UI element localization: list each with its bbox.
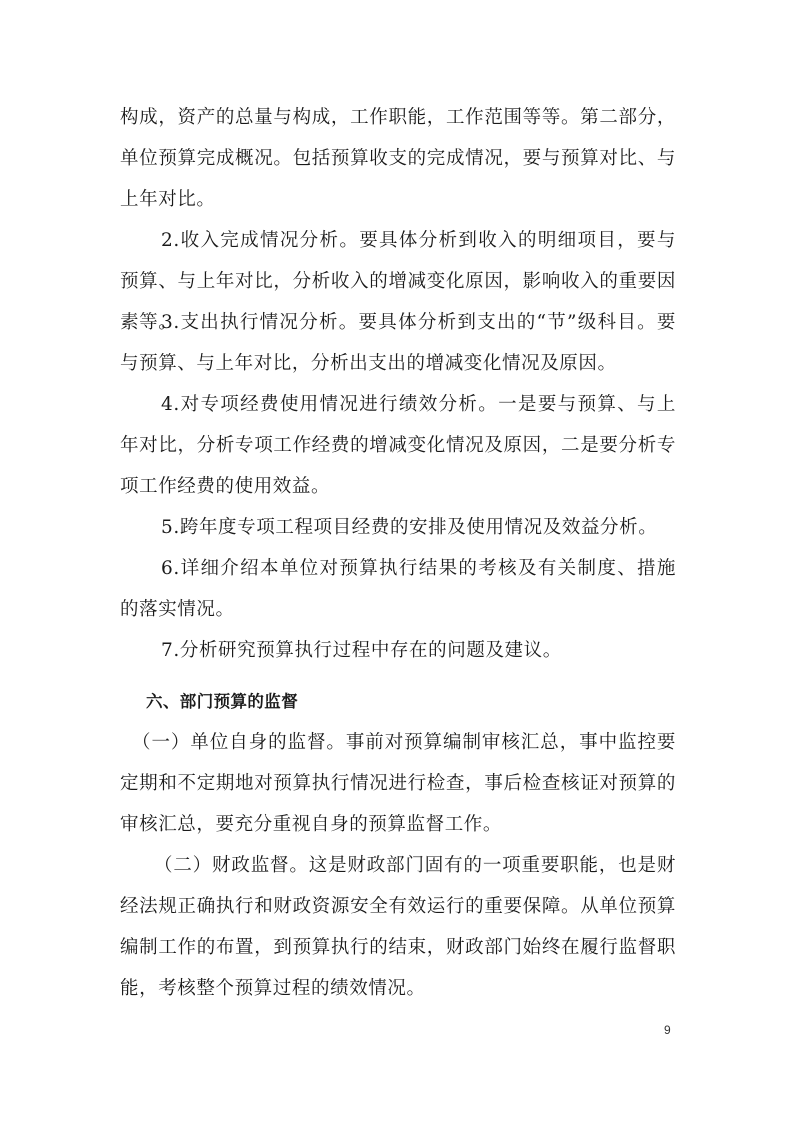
section-heading: 六、部门预算的监督 <box>146 692 299 711</box>
paragraph-expense-analysis: 3.支出执行情况分析。要具体分析到支出的“节”级科目。要与预算、与上年对比，分析出支出的增减变化情况及原因。 <box>120 312 676 374</box>
paragraph-budget-overview: 构成，资产的总量与构成，工作职能，工作范围等等。第二部分，单位预算完成概况。包括预算收支的完成情况，要与预算对比、与上年对比。 <box>120 107 676 210</box>
paragraph-self-supervision: （一）单位自身的监督。事前对预算编制审核汇总，事中监控要定期和不定期地对预算执行情况进行检查，事后检查核证对预算的审核汇总，要充分重视自身的预算监督工作。 <box>120 732 676 835</box>
paragraph-income-analysis: 2.收入完成情况分析。要具体分析到收入的明细项目，要与预算、与上年对比，分析收入的增减变化原因，影响收入的重要因素等。 <box>120 230 676 333</box>
paragraph-special-fund-analysis: 4.对专项经费使用情况进行绩效分析。一是要与预算、与上年对比，分析专项工作经费的增减变化情况及原因，二是要分析专项工作经费的使用效益。 <box>120 394 676 497</box>
page-number: 9 <box>664 1023 671 1037</box>
paragraph-cross-year-projects: 5.跨年度专项工程项目经费的安排及使用情况及效益分析。 <box>161 517 658 538</box>
paragraph-fiscal-supervision: （二）财政监督。这是财政部门固有的一项重要职能，也是财经法规正确执行和财政资源安全有效运行的重要保障。从单位预算编制工作的布置，到预算执行的结束，财政部门始终在履行监督职能，考核整个预算过程的绩效情况。 <box>120 855 676 999</box>
paragraph-problems: 7.分析研究预算执行过程中存在的问题及建议。 <box>161 640 562 661</box>
paragraph-assessment: 6.详细介绍本单位对预算执行结果的考核及有关制度、措施的落实情况。 <box>120 558 676 620</box>
